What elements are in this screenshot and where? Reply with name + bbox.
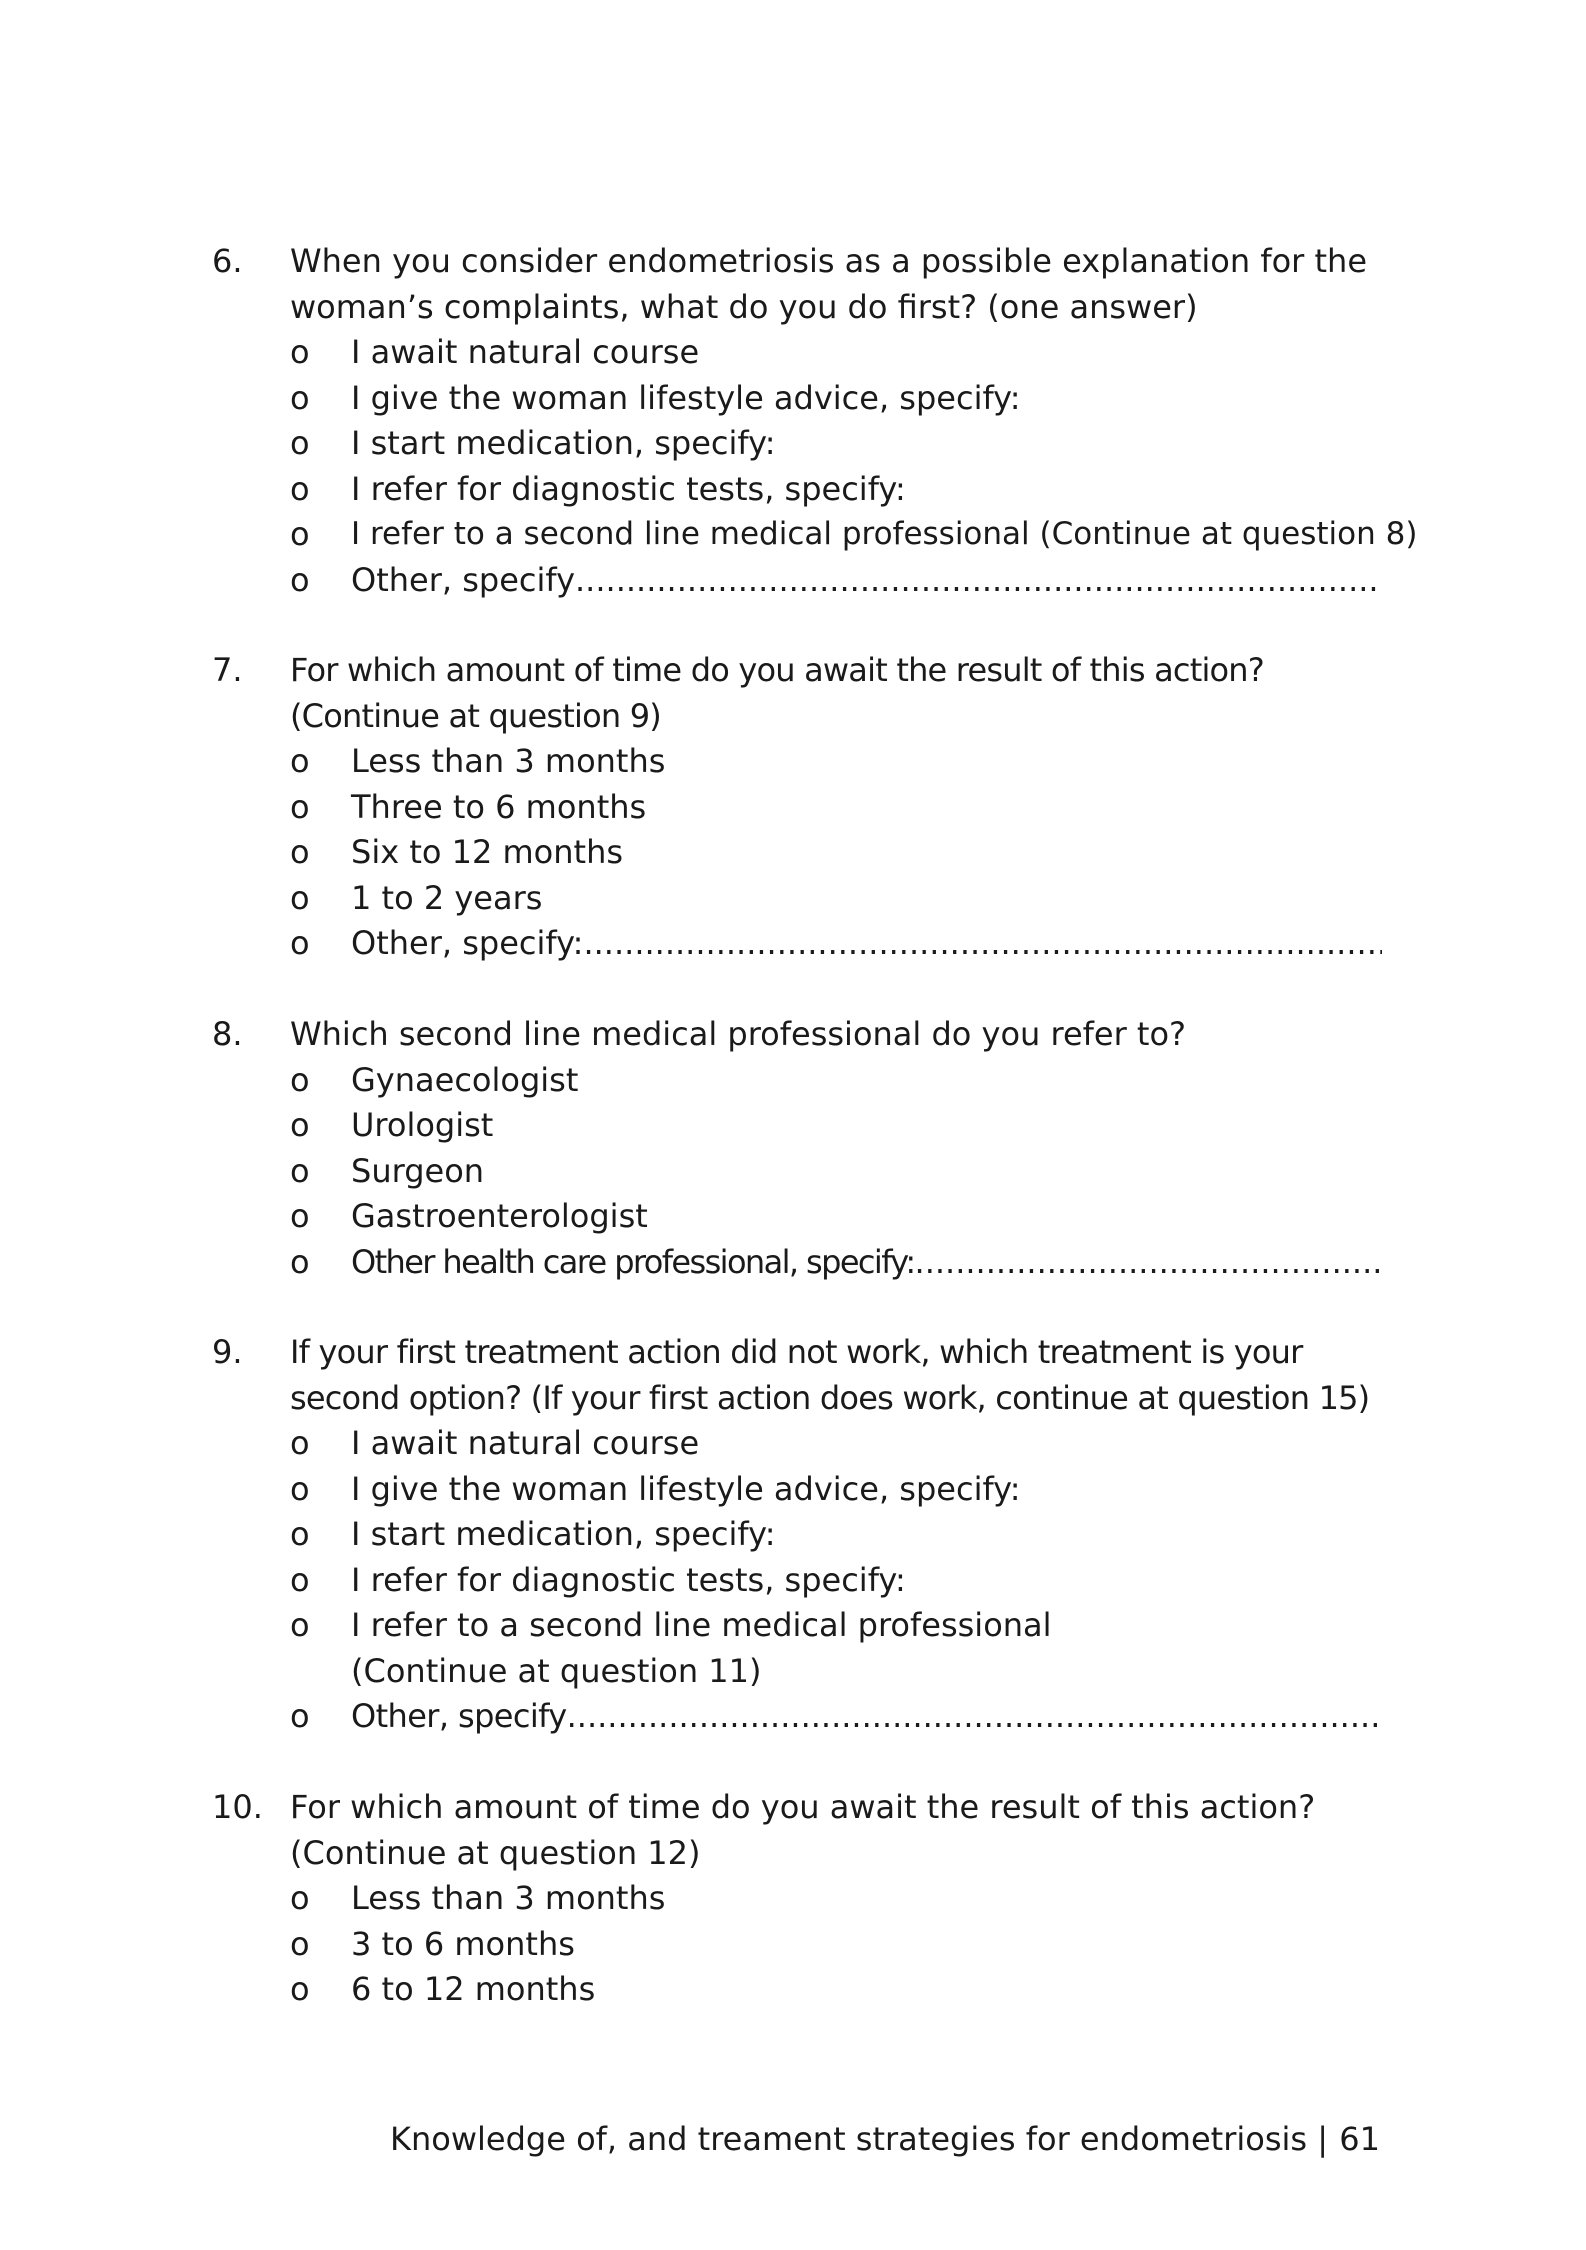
checkbox-bullet[interactable]: o bbox=[290, 1424, 310, 1462]
option-label: 3 to 6 months bbox=[351, 1924, 575, 1963]
option-label: I start medication, specify: bbox=[351, 1515, 776, 1553]
checkbox-bullet[interactable]: o bbox=[290, 515, 310, 553]
checkbox-bullet[interactable]: o bbox=[290, 742, 310, 780]
option-label: I give the woman lifestyle advice, specify: bbox=[351, 378, 1021, 417]
question-number: 9. bbox=[212, 1333, 243, 1371]
checkbox-bullet[interactable]: o bbox=[290, 1060, 310, 1099]
checkbox-bullet[interactable]: o bbox=[290, 1697, 310, 1735]
checkbox-bullet[interactable]: o bbox=[290, 378, 310, 417]
checkbox-bullet[interactable]: o bbox=[290, 1970, 310, 2008]
option-item[interactable] bbox=[290, 1558, 1382, 1604]
checkbox-bullet[interactable]: o bbox=[290, 1151, 310, 1190]
page-number: 61 bbox=[1339, 2120, 1380, 2158]
question-7 bbox=[212, 648, 1382, 967]
checkbox-bullet[interactable]: o bbox=[290, 878, 310, 917]
checkbox-bullet[interactable]: o bbox=[290, 787, 310, 826]
question-9-options bbox=[212, 1421, 1382, 1740]
checkbox-bullet[interactable]: o bbox=[290, 560, 310, 599]
option-label: Other health care professional, specify: bbox=[351, 1242, 915, 1281]
option-label: Other, specify bbox=[351, 1697, 567, 1735]
question-number: 10. bbox=[212, 1788, 263, 1826]
option-item[interactable] bbox=[290, 876, 1382, 922]
option-item[interactable] bbox=[290, 1240, 1382, 1286]
question-text: For which amount of time do you await the result of this action? (Continue at question 9) bbox=[290, 651, 1264, 735]
option-label: Three to 6 months bbox=[351, 787, 647, 826]
checkbox-bullet[interactable]: o bbox=[290, 1197, 310, 1235]
question-8-options bbox=[212, 1058, 1382, 1286]
question-10 bbox=[212, 1785, 1382, 2013]
option-label: Other, specify bbox=[351, 560, 575, 599]
option-label: I refer for diagnostic tests, specify: bbox=[351, 1560, 906, 1599]
option-label: Surgeon bbox=[351, 1151, 485, 1190]
option-label: 6 to 12 months bbox=[351, 1970, 596, 2008]
option-label: I await natural course bbox=[351, 333, 700, 371]
checkbox-bullet[interactable]: o bbox=[290, 1106, 310, 1144]
checkbox-bullet[interactable]: o bbox=[290, 924, 310, 962]
option-label: 1 to 2 years bbox=[351, 878, 543, 917]
checkbox-bullet[interactable]: o bbox=[290, 333, 310, 371]
question-number: 8. bbox=[212, 1015, 243, 1053]
option-label: Less than 3 months bbox=[351, 1879, 666, 1917]
checkbox-bullet[interactable]: o bbox=[290, 424, 310, 462]
dotted-fill-line bbox=[575, 558, 1382, 604]
dotted-fill-line bbox=[567, 1694, 1382, 1740]
option-fill-line[interactable] bbox=[351, 1694, 1382, 1740]
option-item[interactable] bbox=[290, 376, 1382, 422]
option-item[interactable] bbox=[290, 921, 1382, 967]
option-fill-line[interactable] bbox=[351, 558, 1382, 604]
question-10-header bbox=[212, 1785, 1382, 1876]
checkbox-bullet[interactable]: o bbox=[290, 1242, 310, 1281]
option-label: Urologist bbox=[351, 1106, 494, 1144]
option-label: I refer to a second line medical professional (Continue at question 8) bbox=[351, 516, 1418, 552]
question-7-options bbox=[212, 739, 1382, 967]
option-label: I await natural course bbox=[351, 1424, 700, 1462]
option-item[interactable] bbox=[290, 421, 1382, 467]
option-item[interactable] bbox=[290, 1876, 1382, 1922]
option-item[interactable] bbox=[290, 467, 1382, 513]
option-fill-line[interactable] bbox=[351, 1240, 1382, 1286]
option-item[interactable] bbox=[290, 830, 1382, 876]
option-item[interactable] bbox=[290, 1421, 1382, 1467]
question-text: For which amount of time do you await the result of this action? (Continue at question 12) bbox=[290, 1788, 1316, 1872]
option-item[interactable] bbox=[290, 1103, 1382, 1149]
question-8-header bbox=[212, 1012, 1382, 1058]
checkbox-bullet[interactable]: o bbox=[290, 469, 310, 508]
checkbox-bullet[interactable]: o bbox=[290, 1879, 310, 1917]
option-label: Less than 3 months bbox=[351, 742, 666, 780]
option-item[interactable] bbox=[290, 1967, 1382, 2013]
option-item[interactable] bbox=[290, 1058, 1382, 1104]
option-label: I refer for diagnostic tests, specify: bbox=[351, 469, 906, 508]
checkbox-bullet[interactable]: o bbox=[290, 833, 310, 871]
option-label: Six to 12 months bbox=[351, 833, 624, 871]
dotted-fill-line bbox=[583, 921, 1382, 967]
option-item[interactable] bbox=[290, 1149, 1382, 1195]
option-label: I give the woman lifestyle advice, specify: bbox=[351, 1469, 1021, 1508]
option-item[interactable] bbox=[290, 1694, 1382, 1740]
option-label: Gynaecologist bbox=[351, 1060, 579, 1099]
question-text: If your first treatment action did not work, which treatment is your second option? (If your first action does work, continue at question 15) bbox=[290, 1333, 1370, 1417]
option-item[interactable] bbox=[290, 785, 1382, 831]
question-10-options bbox=[212, 1876, 1382, 2013]
question-8 bbox=[212, 1012, 1382, 1285]
question-6-options bbox=[212, 330, 1418, 603]
option-item[interactable] bbox=[290, 558, 1382, 604]
footer-title: Knowledge of, and treament strategies for endometriosis | bbox=[390, 2120, 1328, 2158]
question-6 bbox=[212, 239, 1418, 603]
question-9-header bbox=[212, 1330, 1382, 1421]
dotted-fill-line bbox=[915, 1240, 1382, 1286]
checkbox-bullet[interactable]: o bbox=[290, 1924, 310, 1963]
question-number: 6. bbox=[212, 242, 243, 280]
checkbox-bullet[interactable]: o bbox=[290, 1560, 310, 1599]
option-label: I start medication, specify: bbox=[351, 424, 776, 462]
option-item[interactable] bbox=[290, 1467, 1382, 1513]
option-item[interactable] bbox=[290, 739, 1382, 785]
question-6-header bbox=[212, 239, 1382, 330]
option-item[interactable] bbox=[290, 1512, 1382, 1558]
option-fill-line[interactable] bbox=[351, 921, 1382, 967]
option-label: Gastroenterologist bbox=[351, 1197, 648, 1235]
option-item[interactable] bbox=[290, 330, 1382, 376]
checkbox-bullet[interactable]: o bbox=[290, 1606, 310, 1644]
checkbox-bullet[interactable]: o bbox=[290, 1515, 310, 1553]
question-9 bbox=[212, 1330, 1382, 1740]
option-item[interactable] bbox=[290, 512, 1418, 558]
checkbox-bullet[interactable]: o bbox=[290, 1469, 310, 1508]
question-number: 7. bbox=[212, 651, 243, 689]
question-text: When you consider endometriosis as a possible explanation for the woman’s complaints, what do you do first? (one answer) bbox=[290, 242, 1368, 326]
option-label: Other, specify: bbox=[351, 924, 584, 962]
option-item[interactable] bbox=[290, 1922, 1382, 1968]
question-7-header bbox=[212, 648, 1382, 739]
question-text: Which second line medical professional do you refer to? bbox=[290, 1015, 1187, 1053]
option-item[interactable] bbox=[290, 1194, 1382, 1240]
option-item[interactable] bbox=[290, 1603, 1382, 1694]
option-label-continuation: (Continue at question 11) bbox=[351, 1651, 762, 1690]
option-label: I refer to a second line medical professional bbox=[351, 1606, 1052, 1644]
